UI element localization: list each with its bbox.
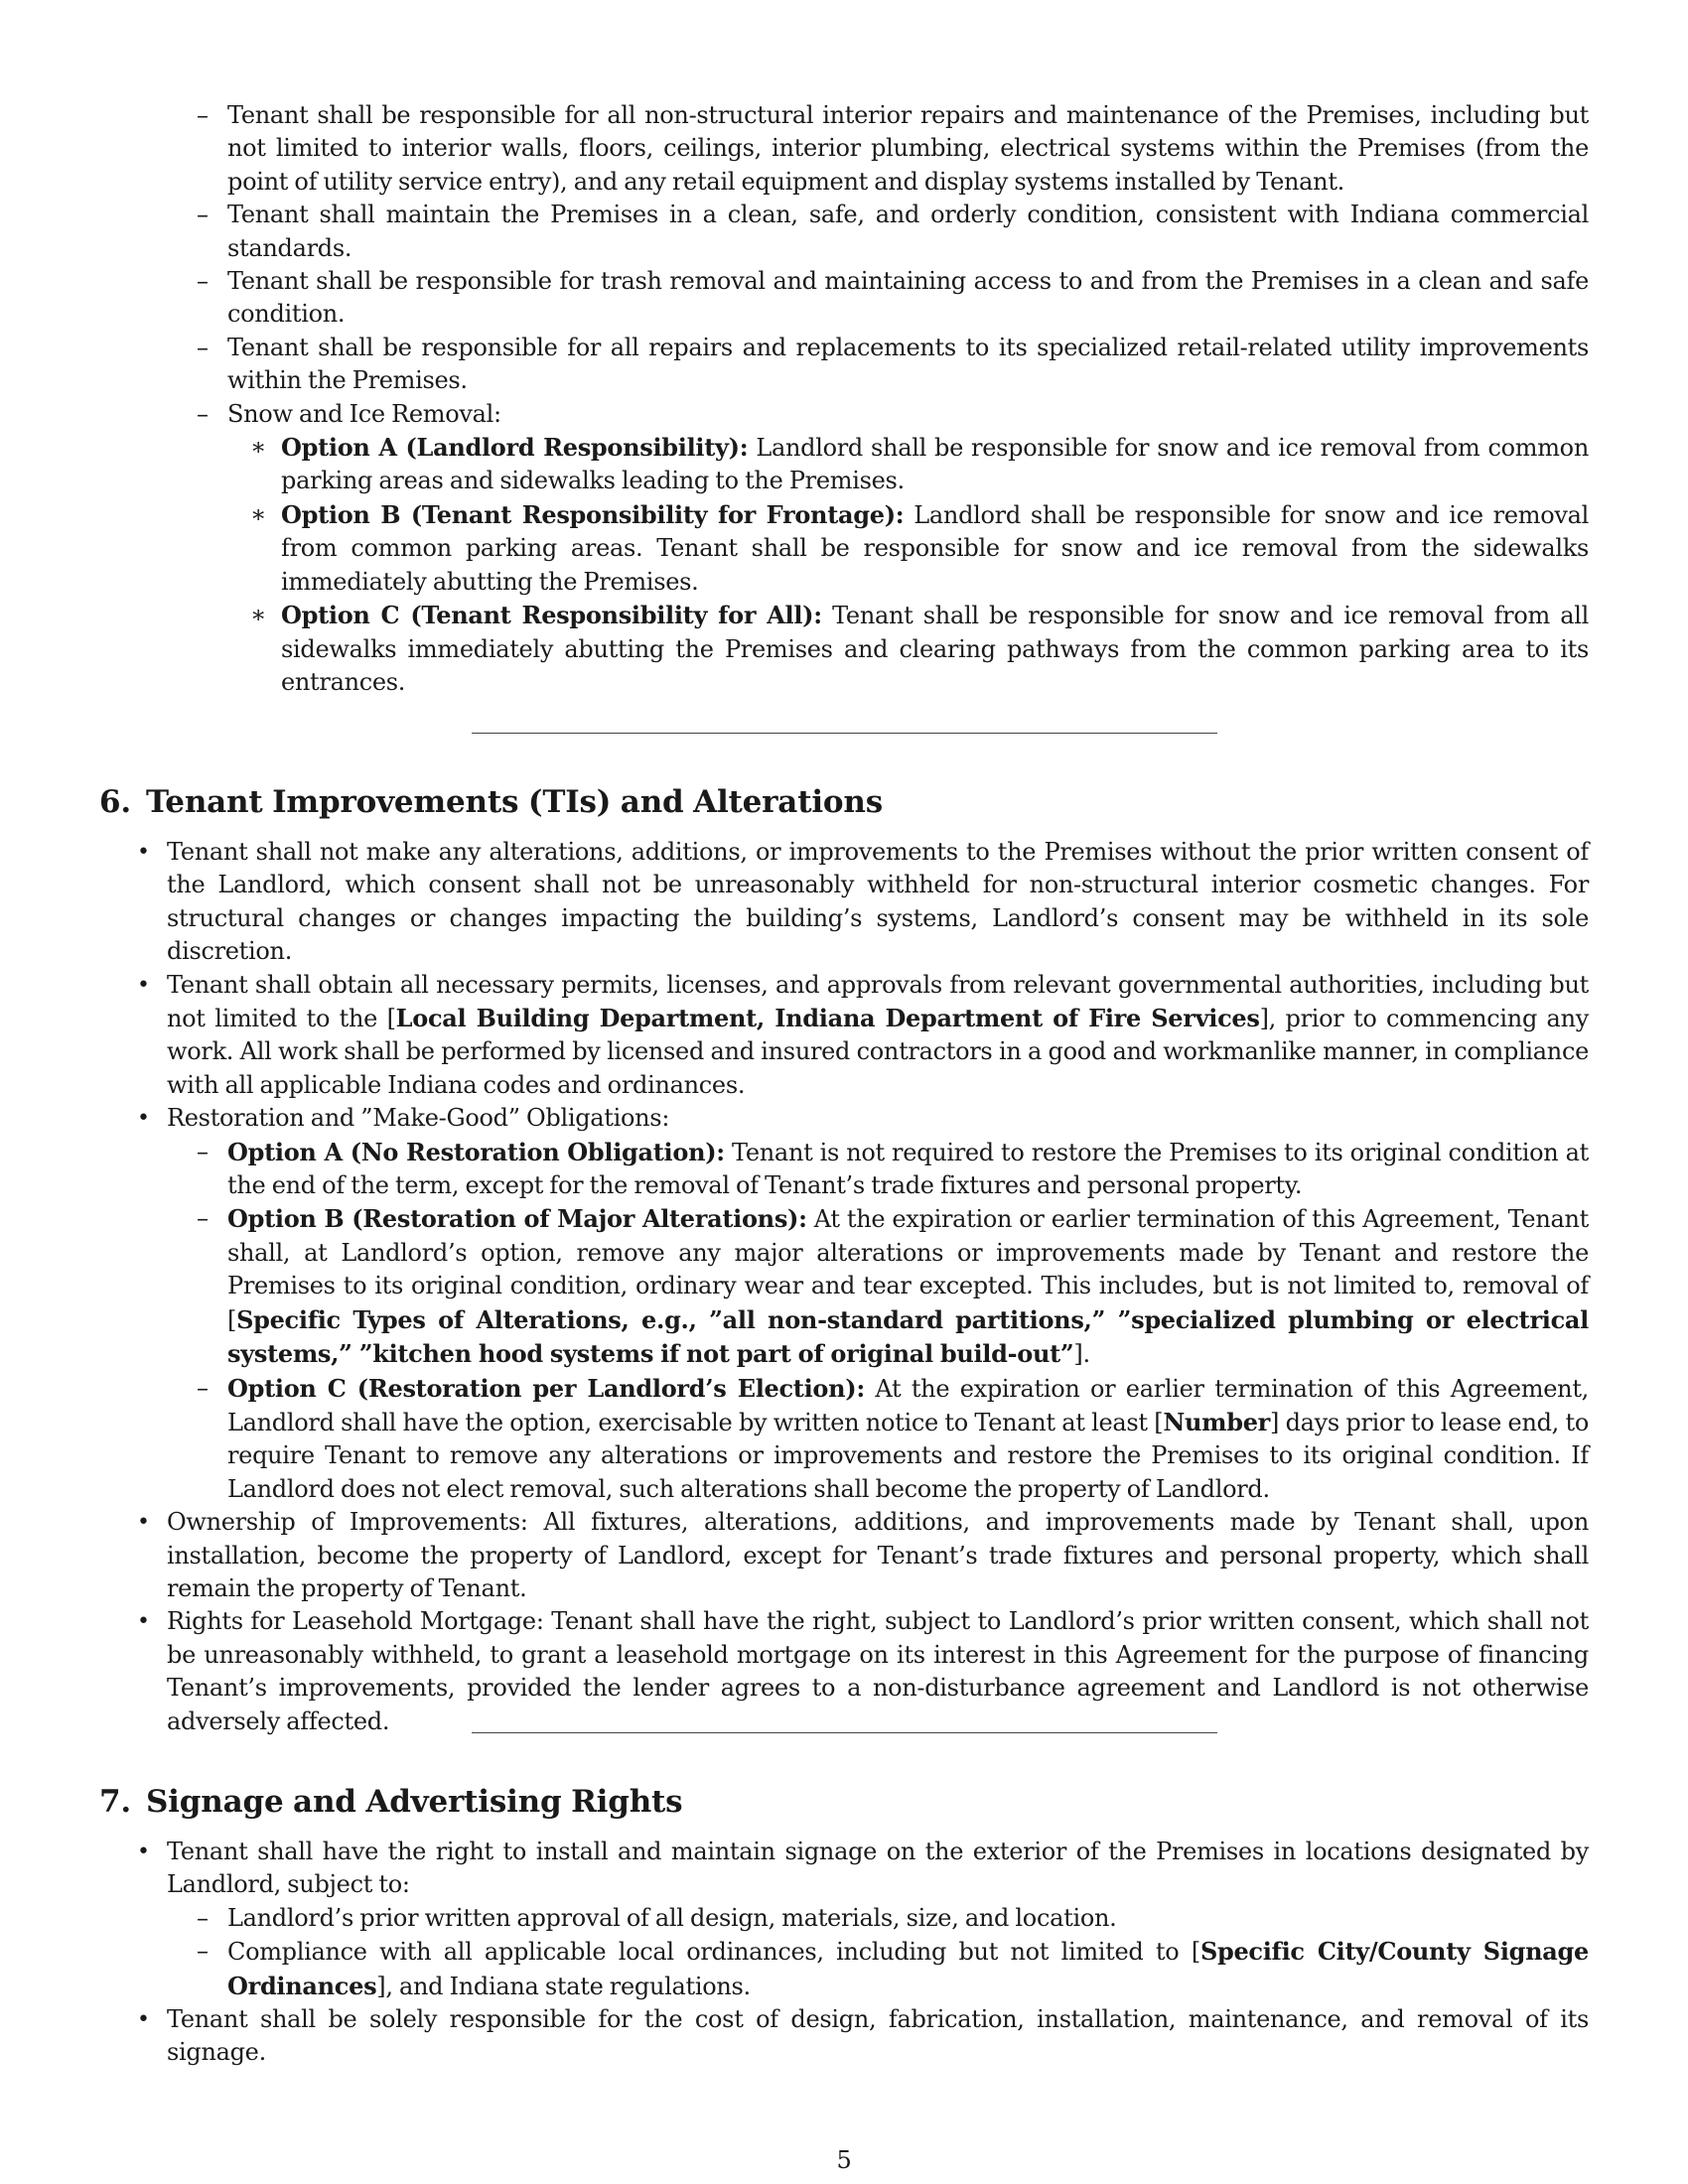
asterisk-marker: ∗ <box>250 601 267 629</box>
item-text: Rights for Leasehold Mortgage: Tenant shall have the right, subject to Landlord’s prior written consent, which shall not be unreasonably withheld, to grant a leasehold mortgage on its interest in this Agreement for the purpose of financing Tenant’s improvements, provided the lender agrees to a non-disturbance agreement and Landlord is not otherwise adversely affected. <box>167 1607 1589 1735</box>
list-item <box>99 836 1589 969</box>
snow-option-a <box>99 431 1589 498</box>
dash-marker: – <box>197 101 209 129</box>
list-item <box>99 1506 1589 1605</box>
list-item <box>99 199 1589 265</box>
option-title: Option B (Tenant Responsibility for Frontage): <box>281 499 905 529</box>
list-item <box>99 1605 1589 1738</box>
item-text: Restoration and ”Make-Good” Obligations: <box>167 1104 670 1133</box>
item-text: Tenant shall maintain the Premises in a clean, safe, and orderly condition, consistent with Indiana commercial standards. <box>227 201 1589 262</box>
bullet-marker: • <box>137 1510 150 1536</box>
option-text: At the expiration or earlier termination of this Agreement, Landlord shall have the option, exercisable by written notice to Tenant at least [ <box>227 1374 1589 1436</box>
bullet-marker: • <box>137 1106 150 1132</box>
snow-option-b <box>99 498 1589 599</box>
section-6-body <box>99 836 1589 1738</box>
section-7-body <box>99 1836 1589 2070</box>
bullet-marker: • <box>137 1609 150 1635</box>
list-item <box>99 969 1589 1103</box>
bullet-marker: • <box>137 840 150 865</box>
item-text: Tenant shall obtain all necessary permits, licenses, and approvals from relevant governmental authorities, including but not limited to the [ <box>167 970 1589 1033</box>
section-number: 6. <box>99 784 131 820</box>
section-title: Tenant Improvements (TIs) and Alterations <box>146 784 883 820</box>
list-item <box>99 265 1589 332</box>
list-item-snow <box>99 398 1589 431</box>
snow-label: Snow and Ice Removal: <box>227 399 501 428</box>
dash-marker: – <box>197 1903 209 1932</box>
dash-marker: – <box>197 201 209 229</box>
ordinances-placeholder: Specific City/County Signage Ordinances <box>227 1937 1589 2000</box>
number-placeholder: Number <box>1163 1407 1271 1436</box>
dash-marker: – <box>197 1373 209 1402</box>
item-text: Tenant shall have the right to install and maintain signage on the exterior of the Premises in locations designated by Landlord, subject to: <box>167 1838 1589 1899</box>
item-text: Tenant shall be responsible for all repairs and replacements to its specialized retail-related utility improvements within the Premises. <box>227 333 1589 395</box>
asterisk-marker: ∗ <box>250 499 267 528</box>
list-item <box>99 1102 1589 1135</box>
section-divider <box>472 733 1217 734</box>
option-text: Tenant shall be responsible for snow and ice removal from all sidewalks immediately abutting the Premises and clearing pathways from the common parking area to its entrances. <box>281 602 1589 696</box>
item-text: Tenant shall be responsible for all non-structural interior repairs and maintenance of the Premises, including but not limited to interior walls, floors, ceilings, interior plumbing, electrical systems within the Premises (from the point of utility service entry), and any retail equipment and display systems installed by Tenant. <box>227 101 1589 196</box>
restoration-option-c <box>99 1372 1589 1507</box>
item-text: Compliance with all applicable local ordinances, including but not limited to [ <box>227 1938 1200 1967</box>
option-text: ] days prior to lease end, to require Tenant to remove any alterations or improvements and restore the Premises to its original condition. If Landlord does not elect removal, such alterations shall become the property of Landlord. <box>227 1408 1589 1503</box>
list-subitem <box>99 1902 1589 1935</box>
document-page <box>99 0 1589 2184</box>
dash-marker: – <box>197 399 209 428</box>
restoration-option-b <box>99 1202 1589 1371</box>
option-text: Landlord shall be responsible for snow and ice removal from common parking areas and sidewalks leading to the Premises. <box>281 434 1589 495</box>
dash-marker: – <box>197 333 209 361</box>
item-text: Tenant shall not make any alterations, additions, or improvements to the Premises without the prior written consent of the Landlord, which consent shall not be unreasonably withheld for non-structural interior cosmetic changes. For structural changes or changes impacting the building’s systems, Landlord’s consent may be withheld in its sole discretion. <box>167 838 1589 966</box>
option-text: At the expiration or earlier termination of this Agreement, Tenant shall, at Landlord’s option, remove any major alterations or improvements made by Tenant and restore the Premises to its original condition, ordinary wear and tear excepted. This includes, but is not limited to, removal of [ <box>227 1205 1589 1334</box>
option-title: Option C (Restoration per Landlord’s Election): <box>227 1373 865 1403</box>
bullet-marker: • <box>137 972 150 998</box>
list-item <box>99 99 1589 199</box>
restoration-option-a <box>99 1136 1589 1203</box>
section-6-heading <box>99 782 1589 822</box>
option-text-end: ]. <box>1073 1340 1090 1369</box>
list-item <box>99 2003 1589 2070</box>
bullet-marker: • <box>137 2007 150 2033</box>
option-text: Landlord shall be responsible for snow and ice removal from common parking areas. Tenant shall be responsible for snow and ice removal from the sidewalks immediately abutting the Premises. <box>281 500 1589 596</box>
dash-marker: – <box>197 1937 209 1966</box>
snow-option-c <box>99 599 1589 699</box>
dash-marker: – <box>197 267 209 296</box>
item-text: Tenant shall be responsible for trash removal and maintaining access to and from the Premises in a clean and safe condition. <box>227 267 1589 329</box>
item-text: ], prior to commencing any work. All work shall be performed by licensed and insured contractors in a good and workmanlike manner, in compliance with all applicable Indiana codes and ordinances. <box>167 1005 1589 1099</box>
option-title: Option A (Landlord Responsibility): <box>281 433 749 463</box>
list-item <box>99 1836 1589 1902</box>
section-number: 7. <box>99 1784 131 1820</box>
option-title: Option A (No Restoration Obligation): <box>227 1137 725 1166</box>
dash-marker: – <box>197 1204 209 1233</box>
item-text: Ownership of Improvements: All fixtures, alterations, additions, and improvements made by Tenant shall, upon installation, become the property of Landlord, except for Tenant’s trade fixtures and personal property, which shall remain the property of Tenant. <box>167 1508 1589 1602</box>
page-number: 5 <box>836 2146 852 2174</box>
authorities-placeholder: Local Building Department, Indiana Department of Fire Services <box>395 1004 1260 1033</box>
item-text: ], and Indiana state regulations. <box>376 1972 751 2000</box>
section-5-continuation <box>99 99 1589 699</box>
list-item <box>99 332 1589 398</box>
option-text: Tenant is not required to restore the Premises to its original condition at the end of the term, except for the removal of Tenant’s trade fixtures and personal property. <box>227 1138 1589 1200</box>
option-title: Option B (Restoration of Major Alterations): <box>227 1204 807 1234</box>
asterisk-marker: ∗ <box>250 433 267 462</box>
bullet-marker: • <box>137 1840 150 1864</box>
section-title: Signage and Advertising Rights <box>146 1784 683 1820</box>
list-subitem <box>99 1935 1589 2003</box>
section-divider <box>472 1732 1217 1733</box>
option-title: Option C (Tenant Responsibility for All): <box>281 601 822 630</box>
dash-marker: – <box>197 1137 209 1165</box>
item-text: Landlord’s prior written approval of all design, materials, size, and location. <box>227 1903 1117 1932</box>
section-7-heading <box>99 1782 1589 1822</box>
alterations-placeholder: Specific Types of Alterations, e.g., ”all non-standard partitions,” ”specialized plumbing or electrical systems,” ”kitchen hood systems if not part of original build-out” <box>227 1304 1589 1369</box>
item-text: Tenant shall be solely responsible for the cost of design, fabrication, installation, maintenance, and removal of its signage. <box>167 2005 1589 2067</box>
